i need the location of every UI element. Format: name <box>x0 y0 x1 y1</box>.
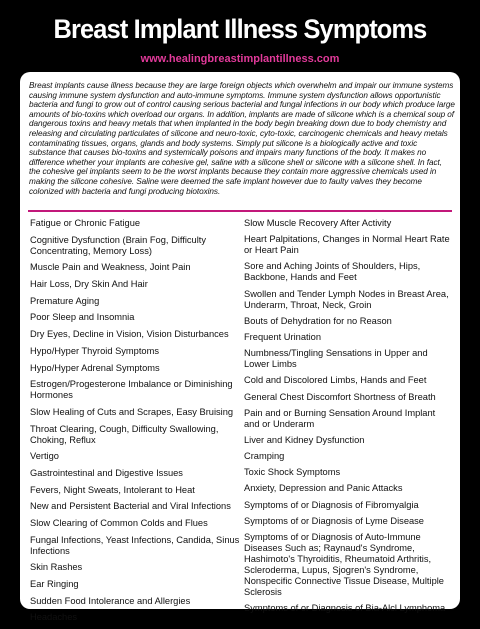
list-item: Cognitive Dysfunction (Brain Fog, Difficulty Concentrating, Memory Loss) <box>30 234 207 256</box>
list-item: Slow Clearing of Common Colds and Flues <box>30 518 208 528</box>
list-item: Headaches <box>30 612 78 623</box>
symptom-list-right <box>244 218 452 619</box>
list-item: Symptoms of or Diagnosis of Lyme Disease <box>244 515 424 526</box>
list-item: Estrogen/Progesterone Imbalance or Diminishing Hormones <box>30 379 233 401</box>
list-item: Cold and Discolored Limbs, Hands and Feet <box>244 375 427 386</box>
list-item: Slow Muscle Recovery After Activity <box>244 218 392 228</box>
list-item: Slow Healing of Cuts and Scrapes, Easy Bruising <box>30 406 234 417</box>
list-item: Muscle Pain and Weakness, Joint Pain <box>30 262 191 273</box>
intro-paragraph: Breast implants cause illness because they are large foreign objects which overwhelm and impair our immune systems causing immune system dysfunction and auto-immune symptoms. Immune system dysfunction allows opportunistic bacteria and fungi to grow out of control causing serious bacterial and fungal infections in our body which produce large amounts of bio-toxins which overload our organs. In addition, implants are made of silicone which is a chemical soup of dangerous toxins and heavy metals that when implanted in the body begin breaking down due to body chemistry and releasing and circulating particulates of silicone and neuro-toxic, cyto-toxic, carcinogenic chemicals and heavy metals contaminating tissues, organs, glands and body systems. Simply put silicone is a biologically active and toxic substance that causes bio-toxins and systemically poisons and impairs many functions of the body. It makes no difference whether your implants are cohesive gel, saline with a silicone shell or silicone with a silicone shell. In fact, the cohesive gel implants seem to be the worst implants because they contain more aggressive chemicals used in making the silicone cohesive. Saline were deemed the safe implant however due to faulty valves they become colonized with bacteria and fungi producing biotoxins. <box>29 81 455 196</box>
list-item: Hypo/Hyper Thyroid Symptoms <box>30 345 159 356</box>
list-item: Fungal Infections, Yeast Infections, Candida, Sinus Infections <box>30 534 240 556</box>
content-card <box>20 72 460 623</box>
list-item: Throat Clearing, Cough, Difficulty Swallowing, Choking, Reflux <box>30 423 219 445</box>
list-item: Frequent Urination <box>244 331 321 342</box>
list-item: Premature Aging <box>30 295 100 306</box>
page-title: Breast Implant Illness Symptoms <box>53 14 427 44</box>
list-item: Anxiety, Depression and Panic Attacks <box>244 483 403 494</box>
section-divider <box>28 210 452 212</box>
website-url: www.healingbreastimplantillness.com <box>140 53 340 65</box>
list-item: Bouts of Dehydration for no Reason <box>244 315 392 326</box>
list-item: Sore and Aching Joints of Shoulders, Hips, Backbone, Hands and Feet <box>244 261 421 283</box>
list-item: Swollen and Tender Lymph Nodes in Breast Area, Underarm, Throat, Neck, Groin <box>244 288 449 310</box>
list-item: Dry Eyes, Decline in Vision, Vision Disturbances <box>30 329 229 340</box>
list-item: Pain and or Burning Sensation Around Implant and or Underarm <box>244 407 436 429</box>
list-item: Numbness/Tingling Sensations in Upper and Lower Limbs <box>244 348 428 370</box>
list-item: Vertigo <box>30 451 59 462</box>
list-item: Gastrointestinal and Digestive Issues <box>30 467 183 478</box>
list-item: Heart Palpitations, Changes in Normal Heart Rate or Heart Pain <box>244 234 450 256</box>
list-item: Skin Rashes <box>30 562 83 573</box>
list-item: Fatigue or Chronic Fatigue <box>30 218 141 228</box>
list-item: Hair Loss, Dry Skin And Hair <box>30 279 148 290</box>
list-item: Ear Ringing <box>30 579 79 590</box>
symptom-list-left <box>30 218 242 629</box>
list-item: Symptoms of or Diagnosis of Fibromyalgia <box>244 499 419 510</box>
list-item: Hypo/Hyper Adrenal Symptoms <box>30 362 160 373</box>
list-item: Poor Sleep and Insomnia <box>30 312 135 323</box>
list-item: Toxic Shock Symptoms <box>244 467 341 478</box>
list-item: Liver and Kidney Dysfunction <box>244 434 365 445</box>
list-item: Cramping <box>244 451 285 462</box>
list-item: New and Persistent Bacterial and Viral Infections <box>30 501 231 512</box>
list-item: Symptoms of or Diagnosis of Auto-Immune Diseases Such as; Raynaud's Syndrome, Hashimoto's Thyroiditis, Rheumatoid Arthritis, Scleroderma, Lupus, Sjogren's Syndrome, Nonspecific Connective Tissue Disease, Multiple Sclerosis <box>244 532 444 597</box>
list-item: Sudden Food Intolerance and Allergies <box>30 595 191 606</box>
list-item: General Chest Discomfort Shortness of Breath <box>244 391 436 402</box>
list-item: Symptoms of or Diagnosis of Bia-Alcl Lymphoma <box>244 603 446 614</box>
list-item: Fevers, Night Sweats, Intolerant to Heat <box>30 484 195 495</box>
